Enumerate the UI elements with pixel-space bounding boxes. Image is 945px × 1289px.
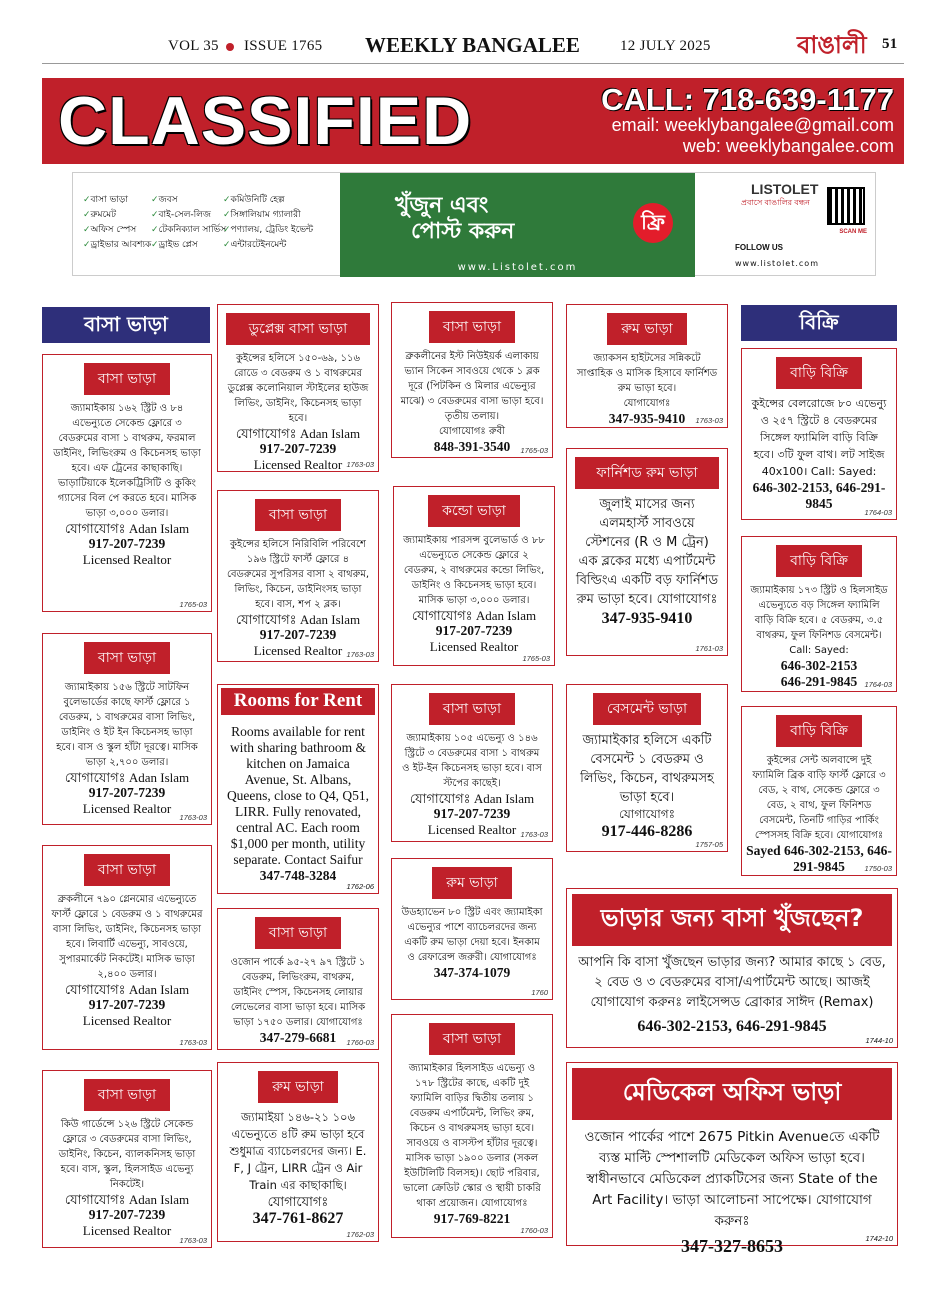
listing-body: কুইন্সের বেলরোজে ৮০ এভেন্যু ও ২৫৭ স্ট্রিটে ৪ বেডরুমের সিঙ্গেল ফ্যামিলি বাড়ি বিক্রি হবে। ৩টি ফুল বাথ। লট সাইজ 40x100। Call: Sayed: xyxy=(751,397,887,478)
listing-realtor: Licensed Realtor xyxy=(427,822,517,837)
listing-tag: রুম ভাড়া xyxy=(607,313,687,345)
listing-body: উডহ্যাভেন ৮০ স্ট্রিট এবং জ্যামাইকা এভেন্যুর পাশে ব্যাচেলরদের জন্য একটি রুম ভাড়া দেয়া হবে। ইনকাম ও রেফারেন্স জরুরী। যোগাযোগঃ xyxy=(401,907,543,963)
listing-contact: যোগাযোগঃ Adan Islam xyxy=(64,1192,190,1207)
listing-contact: যোগাযোগঃ Adan Islam xyxy=(411,608,537,623)
listing-body: জুলাই মাসের জন্য এলমহার্স্ট সাবওয়ে স্টেশনের (R ও M ট্রেন) এক ব্লকের মধ্যে এপার্টমেন্ট বিল্ডিংএ একটি বড় ফার্নিশড রুম ভাড়া হবে। যোগাযোগঃ xyxy=(575,497,719,607)
listing-card[interactable] xyxy=(566,684,728,852)
rooms-for-rent-card[interactable] xyxy=(217,684,379,894)
page-number: 51 xyxy=(882,36,898,52)
listolet-ad[interactable] xyxy=(72,172,876,276)
listing-body: জ্যামাইকায় ১০৫ এভেন্যু ও ১৪৬ স্ট্রিটে ৩ বেডরুমের বাসা ১ বাথরুম ও ইট-ইন কিচেনসহ ভাড়া হবে। বাস স্টপের কাছেই। xyxy=(402,733,542,789)
listing-card[interactable] xyxy=(741,536,897,692)
qr-code-icon[interactable] xyxy=(827,187,865,225)
listing-contact: যোগাযোগঃ xyxy=(623,398,671,409)
wide-ad-body: আপনি কি বাসা খুঁজছেন ভাড়ার জন্য? আমার কাছে ১ বেড, ২ বেড ও ৩ বেডরুমের বাসা/এপার্টমেন্ট আছে। আজই যোগাযোগ করুনঃ লাইসেন্সড ব্রোকার সাঈদ (Remax) xyxy=(578,955,886,1010)
listing-phone[interactable]: 347-935-9410 xyxy=(608,411,686,426)
listing-contact: যোগাযোগঃ Adan Islam xyxy=(64,521,190,536)
listing-tag: বাসা ভাড়া xyxy=(255,917,341,949)
listing-card[interactable] xyxy=(217,1062,379,1242)
listing-realtor: Licensed Realtor xyxy=(82,1223,172,1238)
listing-card[interactable] xyxy=(391,1014,553,1238)
follow-us: FOLLOW US xyxy=(735,243,783,252)
listing-tag: ফার্নিশড রুম ভাড়া xyxy=(575,457,719,489)
listing-phone[interactable]: 917-207-7239 xyxy=(88,785,166,800)
listing-code: 1763-03 xyxy=(179,813,207,822)
volume: VOL 35 xyxy=(168,38,219,54)
listing-code: 1757-05 xyxy=(695,840,723,849)
listing-card[interactable] xyxy=(217,490,379,662)
listing-card[interactable] xyxy=(217,304,379,472)
listing-body: কুইন্সের হলিসে ১৫০-৬৯, ১১৬ রোডে ৩ বেডরুম ও ১ বাথরুমের ডুপ্লেক্স কলোনিয়াল স্টাইলের হাউজ লিভিং, ডাইনিং, কিচেনসহ ভাড়া হবে। xyxy=(227,353,369,424)
listing-code: 1764-03 xyxy=(864,680,892,689)
listing-contact: যোগাযোগঃ রুবী xyxy=(438,426,505,437)
ad-list-2: ✓ জবস ✓ বাই-সেল-লিজ ✓ টেকনিক্যাল সার্ভিস ✓ ড্রাইভ প্লেস xyxy=(151,193,226,253)
listing-realtor: Licensed Realtor xyxy=(82,1013,172,1028)
listing-phone[interactable]: 646-302-2153 xyxy=(780,658,858,673)
listing-tag: ডুপ্লেক্স বাসা ভাড়া xyxy=(226,313,370,345)
listing-card[interactable] xyxy=(741,348,897,520)
listing-code: 1742-10 xyxy=(865,1234,893,1243)
listing-phone[interactable]: 917-207-7239 xyxy=(433,806,511,821)
listing-code: 1763-03 xyxy=(520,830,548,839)
listing-tag: বেসমেন্ট ভাড়া xyxy=(593,693,701,725)
banner-email: email: weeklybangalee@gmail.com xyxy=(611,115,894,135)
section-sale-header: বিক্রি xyxy=(741,305,897,341)
listing-code: 1760 xyxy=(531,988,548,997)
listing-phone[interactable]: 347-748-3284 xyxy=(259,868,337,883)
listing-phone[interactable]: 646-302-2153, 646-291-9845 xyxy=(752,480,886,511)
listing-code: 1763-03 xyxy=(179,1236,207,1245)
listing-phone[interactable]: 917-207-7239 xyxy=(88,997,166,1012)
ad-slogan-panel xyxy=(340,173,695,277)
listing-card[interactable] xyxy=(391,684,553,842)
listing-body: কুইন্সের হলিসে নিরিবিলি পরিবেশে ১৯৬ স্ট্রিটে ফার্স্ট ফ্লোরে ৪ বেডরুমের সুপরিসর বাসা ২ বাথরুম, লিভিং, কিচেন, ডাইনিংসহ ভাড়া হবে। বাস, শপ ২ ব্লক। xyxy=(226,539,370,610)
listing-tag: রুম ভাড়া xyxy=(432,867,512,899)
listing-tag: বাসা ভাড়া xyxy=(429,1023,515,1055)
listing-phone[interactable]: 347-279-6681 xyxy=(259,1030,337,1045)
listing-phone[interactable]: 848-391-3540 xyxy=(433,439,511,454)
listing-realtor: Licensed Realtor xyxy=(429,639,519,654)
listing-body: কুইন্সের সেন্ট অলবান্সে দুই ফ্যামিলি ব্রিক বাড়ি ফার্স্ট ফ্লোরে ৩ বেড, ২ বাথ, সেকেন্ড ফ্লোরে ৩ বেড, ২ বাথ, ফুল ফিনিশড বেসমেন্ট, তিনটি গাড়ির পার্কিং স্পেসসহ বিক্রি হবে। যোগাযোগঃ xyxy=(752,755,886,841)
listing-tag: কন্ডো ভাড়া xyxy=(428,495,520,527)
listing-code: 1765-03 xyxy=(520,446,548,455)
listing-phone[interactable]: 347-935-9410 xyxy=(601,610,693,627)
listing-contact: যোগাযোগঃ Adan Islam xyxy=(64,982,190,997)
listing-code: 1760-03 xyxy=(520,1226,548,1235)
listing-body: জ্যামাইকার হিলসাইড এভেন্যু ও ১৭৮ স্ট্রিটের কাছে, একটি দুই ফ্যামিলি বাড়ির দ্বিতীয় তলায় ১ বেডরুম এপার্টমেন্ট, লিভিং রুম, কিচেন ও বাথরুমসহ ভাড়া হবে। সাবওয়ে ও বাসস্টপ হাঁটার দূরত্বে। মাসিক ভাড়া ১৯০০ ডলার (সকল ইউটিলিটি বিলসহ)। ছোট পরিবার, ভালো ক্রেডিট স্কোর ও স্থায়ী চাকরি থাকা প্রয়োজন। যোগাযোগঃ xyxy=(403,1063,541,1209)
medical-office-ad[interactable] xyxy=(566,1062,898,1256)
banner-web: web: weeklybangalee.com xyxy=(682,136,894,156)
issue: ISSUE 1765 xyxy=(244,38,323,54)
listing-code: 1760-03 xyxy=(346,1038,374,1047)
listing-code: 1763-03 xyxy=(179,1038,207,1047)
wide-ad-phone[interactable]: 347-327-8653 xyxy=(681,1236,783,1256)
listing-code: 1750-03 xyxy=(864,864,892,873)
listing-realtor: Licensed Realtor xyxy=(253,457,343,472)
listing-body: ওজোন পার্কে ৯৫-২৭ ৯৭ স্ট্রিটে ১ বেডরুম, লিভিংরুম, বাথরুম, ডাইনিং স্পেস, কিচেনসহ লোয়ার লেভেলের বাসা ভাড়া হবে। মাসিক ভাড়া ১৭৫০ ডলার। যোগাযোগঃ xyxy=(230,957,366,1028)
listing-body: জ্যামাইয়া ১৪৬-২১ ১০৬ এভেন্যুতে ৪টি রুম ভাড়া হবে শুধুমাত্র ব্যাচেলরদের জন্য। E. F, J ট্রেন, LIRR ট্রেন ও Air Train এর কাছাকাছি। xyxy=(229,1110,367,1192)
listing-code: 1744-10 xyxy=(865,1036,893,1045)
listing-contact: যোগাযোগঃ Adan Islam xyxy=(64,770,190,785)
listing-tag: বাসা ভাড়া xyxy=(84,642,170,674)
listing-code: 1763-03 xyxy=(346,650,374,659)
separator-dot xyxy=(226,43,234,51)
listing-card[interactable] xyxy=(42,354,212,612)
listing-body: জ্যামাইকার হলিসে একটি বেসমেন্ট ১ বেডরুম ও লিভিং, কিচেন, বাথরুমসহ ভাড়া হবে। xyxy=(580,733,714,805)
listing-phone[interactable]: 646-291-9845 xyxy=(780,674,858,689)
listing-realtor: Licensed Realtor xyxy=(82,801,172,816)
wide-ad-body: ওজোন পার্কের পাশে 2675 Pitkin Avenueতে একটি ব্যস্ত মাল্টি স্পেশালটি মেডিকেল অফিস ভাড়া হবে। স্বাধীনভাবে মেডিকেল প্র্যাকটিসের জন্য State of the Art Facility। ভাড়া আলোচনা সাপেক্ষে। যোগাযোগ করুনঃ xyxy=(584,1129,880,1229)
listing-realtor: Licensed Realtor xyxy=(82,552,172,567)
listing-contact: যোগাযোগঃ Adan Islam xyxy=(235,612,361,627)
banner-title: CLASSIFIED xyxy=(58,83,473,159)
listing-phone[interactable]: 917-207-7239 xyxy=(88,1207,166,1222)
listing-tag: বাসা ভাড়া xyxy=(84,363,170,395)
wide-ad-title: মেডিকেল অফিস ভাড়া xyxy=(572,1068,892,1120)
rooms-for-rent-title: Rooms for Rent xyxy=(221,688,375,715)
publication-name: WEEKLY BANGALEE xyxy=(365,33,580,57)
listing-card[interactable] xyxy=(741,706,897,876)
ad-list-1: ✓ বাসা ভাড়া ✓ রুমমেট ✓ অফিস স্পেস ✓ ড্রাইভার আবশ্যক xyxy=(83,193,151,253)
listing-card[interactable] xyxy=(42,1070,212,1248)
listing-contact: যোগাযোগঃ Adan Islam xyxy=(235,426,361,441)
listing-card[interactable] xyxy=(42,633,212,825)
listing-realtor: Licensed Realtor xyxy=(253,643,343,658)
listing-phone[interactable]: Sayed 646-302-2153, 646-291-9845 xyxy=(746,843,892,874)
publication-logo: বাঙালী xyxy=(797,31,867,59)
listing-body: কিউ গার্ডেন্সে ১২৬ স্ট্রিটে সেকেন্ড ফ্লোরে ৩ বেডরুমের বাসা লিভিং, ডাইনিং, কিচেন, ব্যালকনিসহ ভাড়া হবে। বাস, স্কুল, হিলসাইড এভেন্যু নিকটেই। xyxy=(58,1119,196,1190)
listing-body: জ্যামাইকায় পারসন্স বুলেভার্ড ও ৮৮ এভেন্যুতে সেকেন্ড ফ্লোরে ২ বেডরুম, ২ বাথরুমের কন্ডো লিভিং, ডাইনিং ও কিচেনসহ ভাড়া হবে। মাসিক ভাড়া ৩,০০০ ডলার। xyxy=(403,535,545,606)
scan-me: SCAN ME xyxy=(839,229,867,235)
listing-body: জ্যামাইকায় ১৭৩ স্ট্রিট ও হিলসাইড এভেন্যুতে বড় সিঙ্গেল ফ্যামিলি বাড়ি বিক্রি হবে। ৫ বেডরুম, ৩.৫ বাথরুম, ফুল ফিনিশড বেসমেন্ট। Call: Sayed: xyxy=(750,585,888,656)
listing-body: ব্রুকলীনের ইস্ট নিউইয়র্ক এলাকায় ভ্যান সিকেন সাবওয়ে থেকে ১ ব্লক দূরে (পিটকিন ও মিলার এভেন্যুর মাঝে) ৩ বেডরুমের বাসা ভাড়া হবে। তৃতীয় তলায়। xyxy=(400,351,544,422)
listing-phone[interactable]: 347-374-1079 xyxy=(433,965,511,980)
listing-card[interactable] xyxy=(393,486,555,666)
ad-url-2: www.listolet.com xyxy=(735,259,819,268)
listing-tag: বাসা ভাড়া xyxy=(84,1079,170,1111)
listing-phone[interactable]: 917-769-8221 xyxy=(433,1211,511,1226)
listing-contact: যোগাযোগঃ xyxy=(267,1194,329,1209)
listing-phone[interactable]: 917-446-8286 xyxy=(601,823,693,840)
listing-tag: বাসা ভাড়া xyxy=(84,854,170,886)
listing-code: 1765-03 xyxy=(179,600,207,609)
listing-phone[interactable]: 917-207-7239 xyxy=(435,623,513,638)
wide-ad-title: ভাড়ার জন্য বাসা খুঁজছেন? xyxy=(572,894,892,946)
listing-code: 1764-03 xyxy=(864,508,892,517)
listing-contact: যোগাযোগঃ Adan Islam xyxy=(409,791,535,806)
free-badge: ফ্রি xyxy=(633,203,673,243)
wide-ad-phone[interactable]: 646-302-2153, 646-291-9845 xyxy=(637,1018,827,1035)
header-rule xyxy=(42,63,904,64)
listing-tag: বাসা ভাড়া xyxy=(429,311,515,343)
listing-phone[interactable]: 917-207-7239 xyxy=(259,441,337,456)
ad-list-3: ✓ কমিউনিটি হেল্প ✓ সিঙ্গালিয়াম গ্যালারী ✓ পণ্যালয়, ট্রেডিং ইভেন্ট ✓ এন্টারটেইনমেন্ট xyxy=(223,193,313,253)
listing-tag: বাসা ভাড়া xyxy=(429,693,515,725)
listing-card[interactable] xyxy=(42,845,212,1050)
listing-code: 1765-03 xyxy=(522,654,550,663)
house-search-ad[interactable] xyxy=(566,888,898,1048)
listing-card[interactable] xyxy=(566,448,728,656)
listing-body: জ্যাকসন হাইটসের সন্নিকটে সাপ্তাহিক ও মাসিক হিসাবে ফার্নিশড রুম ভাড়া হবে। xyxy=(576,353,718,394)
banner-call: CALL: 718-639-1177 xyxy=(601,82,894,117)
listing-body: জ্যামাইকায় ১৫৬ স্ট্রিটে সাটফিন বুলেভার্ডের কাছে ফার্স্ট ফ্লোরে ১ বেডরুম, ১ বাথরুমের বাসা লিভিং, ডাইনিং ও ইট ইন কিচেনসহ ভাড়া হবে। বাস ও স্কুল হাঁটা দূরত্বে। মাসিক ভাড়া ২,৭০০ ডলার। xyxy=(56,682,198,768)
listing-phone[interactable]: 347-761-8627 xyxy=(252,1210,344,1227)
listing-tag: বাড়ি বিক্রি xyxy=(776,357,862,389)
listing-tag: রুম ভাড়া xyxy=(258,1071,338,1103)
listing-phone[interactable]: 917-207-7239 xyxy=(259,627,337,642)
listing-body: ব্রুকলীনে ৭৯০ গ্লেনমোর এভেন্যুতে ফার্স্ট ফ্লোরে ১ বেডরুম ও ১ বাথরুমের বাসা লিভিং, ডাইনিং, কিচেনসহ ভাড়া হবে। লিবার্টি এভেন্যু, সাবওয়ে, সুপারমার্কেট নিকটেই। মাসিক ভাড়া ২,৪০০ ডলার। xyxy=(51,894,203,980)
listing-card[interactable] xyxy=(391,302,553,458)
listing-card[interactable] xyxy=(566,304,728,428)
listing-contact: যোগাযোগঃ xyxy=(618,807,676,821)
listing-code: 1762-06 xyxy=(346,882,374,891)
listolet-logo: LISTOLET প্রবাসে বাঙালির বন্ধন xyxy=(741,181,819,207)
section-rent-header: বাসা ভাড়া xyxy=(42,307,210,343)
listing-code: 1763-03 xyxy=(346,460,374,469)
listing-body: জ্যামাইকায় ১৬২ স্ট্রিট ও ৮৪ এভেন্যুতে সেকেন্ড ফ্লোরে ৩ বেডরুমের বাসা ১ বাথরুম, ফরমাল ডাইনিং, লিভিংরুম ও কিচেনসহ ভাড়া হবে। এফ ট্রেনের কাছাকাছি। ভাড়াটিয়াকে ইলেকট্রিসিটি ও কুকিং গ্যাসের বিল পে করতে হবে। মাসিক ভাড়া ৩,০০০ ডলার। xyxy=(53,403,201,519)
issue-date: 12 JULY 2025 xyxy=(620,38,711,54)
listing-card[interactable] xyxy=(217,908,379,1050)
listing-card[interactable] xyxy=(391,858,553,1000)
listing-code: 1761-03 xyxy=(695,644,723,653)
listing-phone[interactable]: 917-207-7239 xyxy=(88,536,166,551)
listing-body: Rooms available for rent with sharing bathroom & kitchen on Jamaica Avenue, St. Albans, Queens, close to Q4, Q51, LIRR. Fully renovated, central AC. Each room $1,000 per month, utility separate. Contact Saifur xyxy=(226,724,370,867)
listing-tag: বাড়ি বিক্রি xyxy=(776,715,862,747)
ad-slogan: খুঁজুন এবং পোস্ট করুন xyxy=(395,193,515,244)
ad-url: www.Listolet.com xyxy=(457,262,578,273)
listing-code: 1762-03 xyxy=(346,1230,374,1239)
listing-tag: বাড়ি বিক্রি xyxy=(776,545,862,577)
listing-tag: বাসা ভাড়া xyxy=(255,499,341,531)
classified-banner xyxy=(42,78,904,164)
listing-code: 1763-03 xyxy=(695,416,723,425)
